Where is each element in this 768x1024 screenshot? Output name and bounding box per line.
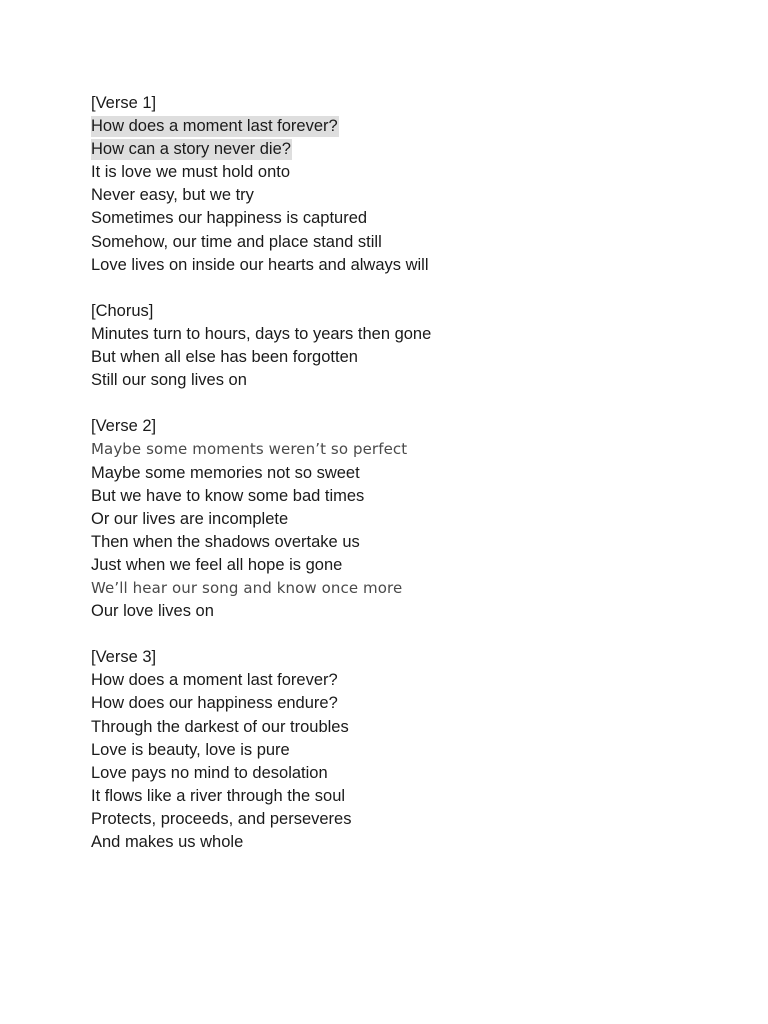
verse-3-line: And makes us whole [91,833,244,851]
chorus-header: [Chorus] [91,301,154,320]
verse-3-line: How does a moment last forever? [91,671,338,690]
verse-3-header: [Verse 3] [91,648,157,667]
verse-1-line: Sometimes our happiness is captured [91,209,368,228]
verse-2-line: Our love lives on [91,602,214,621]
verse-3-line: Love is beauty, love is pure [91,740,290,759]
verse-2-header: [Verse 2] [91,417,157,436]
verse-3-line: Protects, proceeds, and perseveres [91,809,352,828]
verse-2-line: Just when we feel all hope is gone [91,555,343,574]
verse-1-line: Never easy, but we try [91,186,254,205]
verse-1-line: Love lives on inside our hearts and always will [91,255,429,274]
verse-2-line: But we have to know some bad times [91,486,365,505]
verse-1-line: Somehow, our time and place stand still [91,232,382,251]
stanza-gap [91,392,691,415]
chorus-line: Minutes turn to hours, days to years then gone [91,324,432,343]
chorus-line: Still our song lives on [91,371,247,390]
verse-2-line: We’ll hear our song and know once more [91,578,403,597]
verse-1-line: How can a story never die? [91,140,291,159]
verse-1-line: How does a moment last forever? [91,117,338,136]
verse-2-line: Or our lives are incomplete [91,509,289,528]
stanza-gap [91,623,691,646]
verse-2-line: Maybe some moments weren’t so perfect [91,440,408,459]
verse-3-line: How does our happiness endure? [91,694,338,713]
verse-1-header: [Verse 1] [91,94,157,112]
verse-3-line: It flows like a river through the soul [91,786,346,805]
verse-3-line: Love pays no mind to desolation [91,763,328,782]
verse-3-line: Through the darkest of our troubles [91,717,349,736]
verse-2-line: Maybe some memories not so sweet [91,463,360,482]
verse-1-line: It is love we must hold onto [91,163,291,182]
lyrics-body [91,92,691,854]
chorus-line: But when all else has been forgotten [91,348,358,367]
stanza-gap [91,277,691,300]
verse-2-line: Then when the shadows overtake us [91,532,360,551]
